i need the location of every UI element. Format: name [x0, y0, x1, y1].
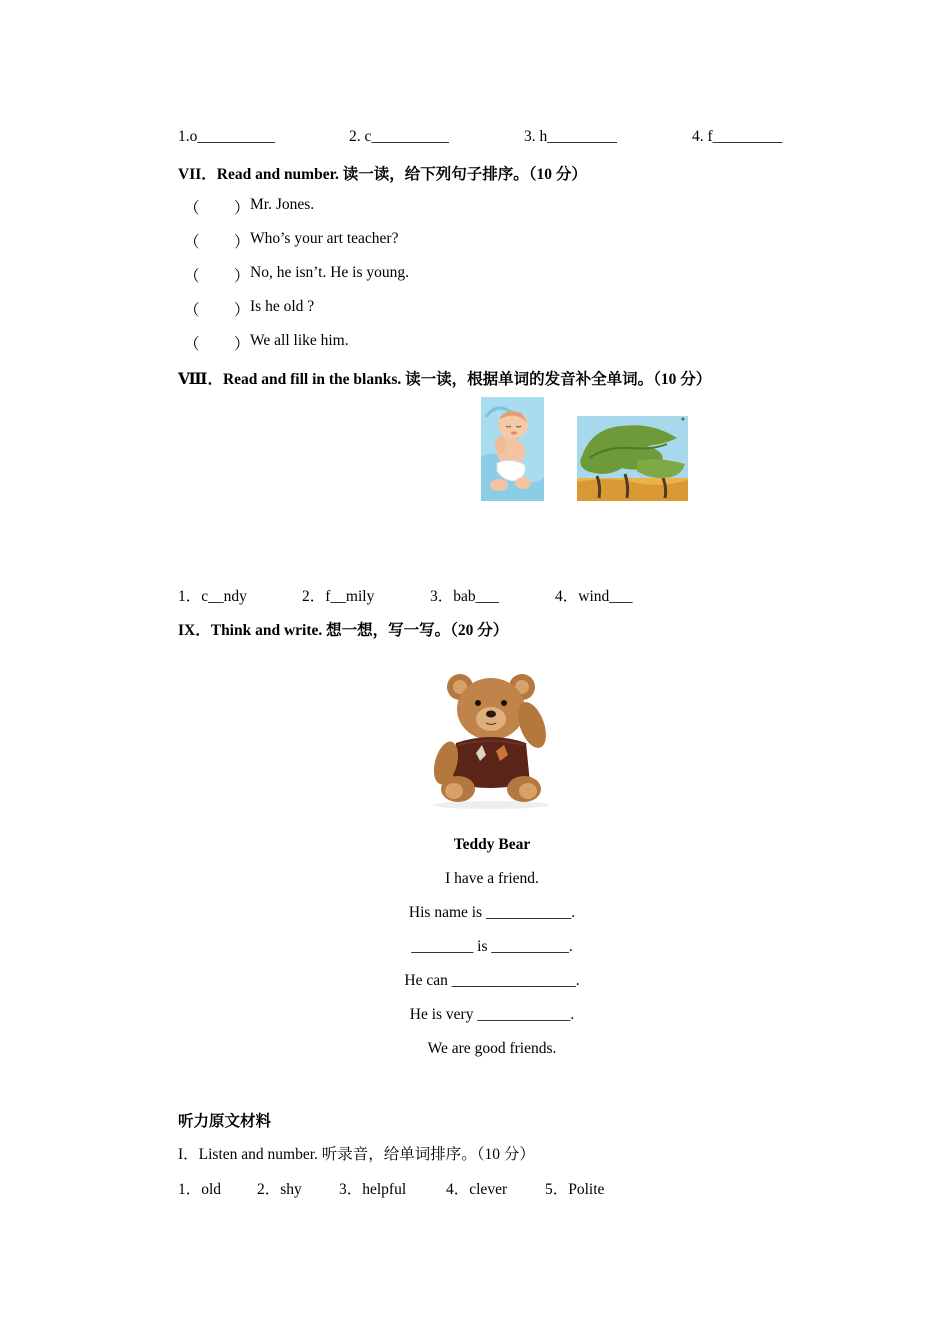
- windy-trees-picture: [577, 416, 688, 501]
- listening-heading: 听力原文材料: [178, 1113, 272, 1130]
- answer-blank-3: 3. h_________: [524, 128, 617, 145]
- answer-paren-open: （: [184, 336, 200, 353]
- answer-paren-open: （: [184, 200, 200, 217]
- answer-blank-1: 1.o__________: [178, 128, 275, 145]
- answer-paren-close: ）: [234, 302, 250, 319]
- section9-heading: IX．Think and write. 想一想，写一写。（20 分）: [178, 622, 509, 639]
- composition-line: His name is ___________.: [408, 904, 576, 921]
- sentence-text: We all like him.: [250, 332, 349, 349]
- answer-paren-open: （: [184, 268, 200, 285]
- composition-title: Teddy Bear: [453, 836, 531, 853]
- sentence-item: [184, 298, 584, 318]
- sentence-item: [184, 230, 584, 250]
- answer-blank-4: 4. f_________: [692, 128, 783, 145]
- teddy-bear-picture: [424, 665, 559, 810]
- answer-paren-open: （: [184, 302, 200, 319]
- section8-heading: Ⅷ．Read and fill in the blanks. 读一读，根据单词的发音补全单词。（10 分）: [178, 371, 712, 388]
- sentence-text: Is he old ?: [250, 298, 315, 315]
- sentence-item: [184, 332, 584, 352]
- answer-blank-2: 2. c__________: [349, 128, 449, 145]
- composition-line: I have a friend.: [445, 870, 539, 887]
- listening-word: 3．helpful: [339, 1181, 407, 1198]
- composition-line: ________ is __________.: [411, 938, 573, 955]
- section7-heading: VII．Read and number. 读一读，给下列句子排序。（10 分）: [178, 166, 587, 183]
- listening-word: 4．clever: [446, 1181, 508, 1198]
- sentence-item: [184, 264, 584, 284]
- answer-paren-close: ）: [234, 200, 250, 217]
- composition-line: He is very ____________.: [409, 1006, 575, 1023]
- fill-word-item: 2．f__mily: [302, 588, 375, 605]
- fill-word-item: 1．c__ndy: [178, 588, 247, 605]
- baby-picture: [481, 397, 544, 501]
- fill-word-item: 3．bab___: [430, 588, 499, 605]
- sentence-text: No, he isn’t. He is young.: [250, 264, 410, 281]
- sentence-text: Mr. Jones.: [250, 196, 315, 213]
- composition-line: He can ________________.: [404, 972, 580, 989]
- answer-paren-close: ）: [234, 234, 250, 251]
- composition-line: We are good friends.: [427, 1040, 557, 1057]
- listening-word: 2．shy: [257, 1181, 302, 1198]
- sentence-item: [184, 196, 584, 216]
- listening-part1-heading: I．Listen and number. 听录音，给单词排序。（10 分）: [178, 1146, 535, 1163]
- answer-paren-close: ）: [234, 268, 250, 285]
- fill-word-item: 4．wind___: [555, 588, 633, 605]
- listening-word: 1．old: [178, 1181, 222, 1198]
- answer-paren-open: （: [184, 234, 200, 251]
- sentence-text: Who’s your art teacher?: [250, 230, 399, 247]
- listening-word: 5．Polite: [545, 1181, 605, 1198]
- answer-paren-close: ）: [234, 336, 250, 353]
